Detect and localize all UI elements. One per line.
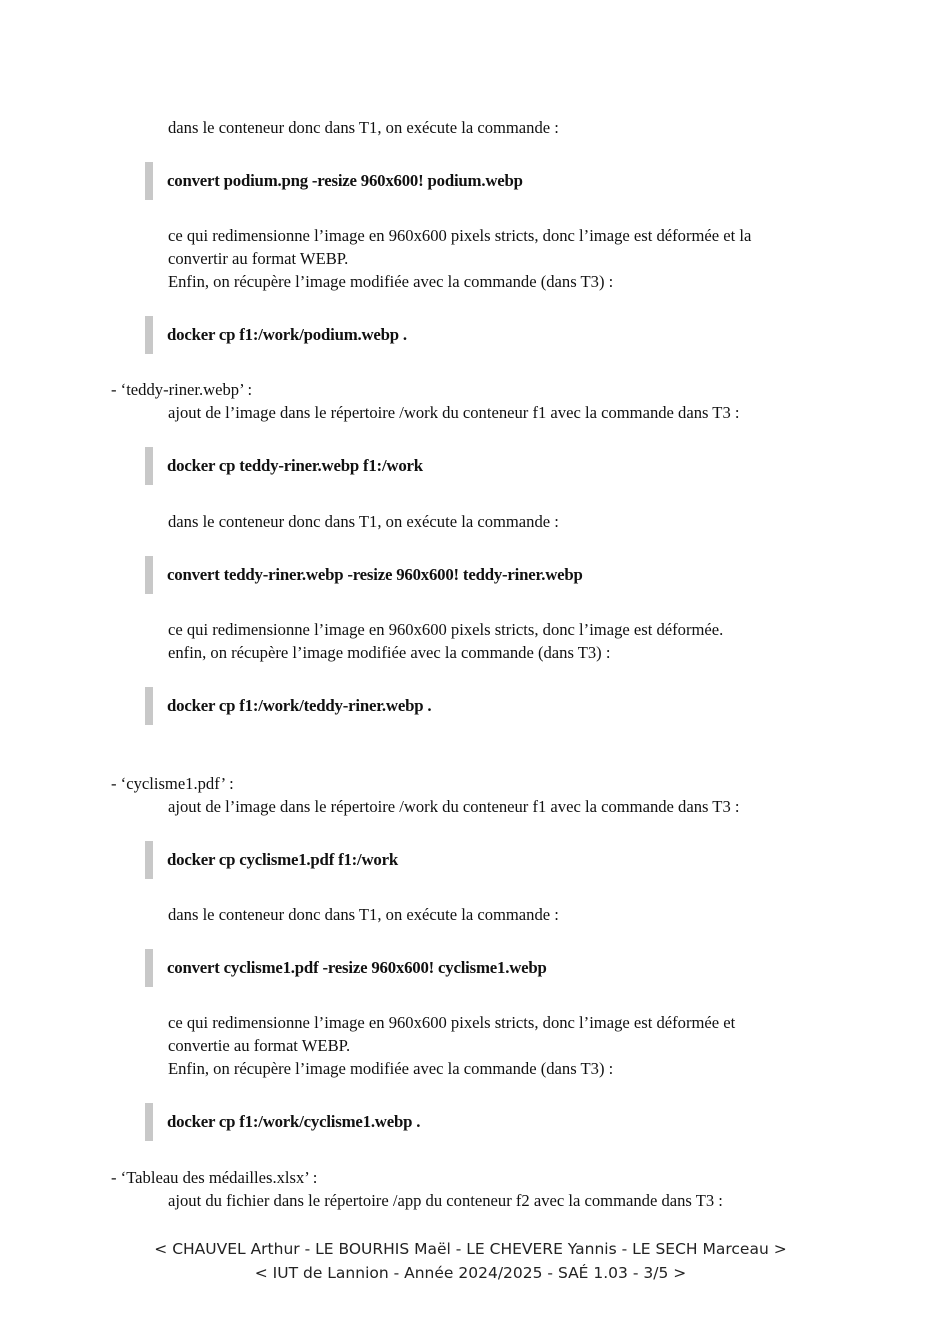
cyclisme-retrieve-text: Enfin, on récupère l’image modifiée avec la commande (dans T3) : [168, 1059, 614, 1078]
cyclisme-explain-line-2: convertie au format WEBP. [168, 1036, 351, 1055]
podium-explain-line-1: ce qui redimensionne l’image en 960x600 pixels stricts, donc l’image est déformée et la [168, 226, 752, 245]
podium-retrieve-command: docker cp f1:/work/podium.webp . [145, 316, 407, 354]
teddy-convert-command: convert teddy-riner.webp -resize 960x600! teddy-riner.webp [145, 556, 583, 594]
podium-intro-text: dans le conteneur donc dans T1, on exécute la commande : [168, 118, 559, 137]
cyclisme-retrieve-command: docker cp f1:/work/cyclisme1.webp . [145, 1103, 420, 1141]
tableau-add-text: ajout du fichier dans le répertoire /app du conteneur f2 avec la commande dans T3 : [168, 1191, 723, 1210]
podium-explain-line-2: convertir au format WEBP. [168, 249, 349, 268]
teddy-intro-text: dans le conteneur donc dans T1, on exécute la commande : [168, 512, 559, 531]
cyclisme-copy-command: docker cp cyclisme1.pdf f1:/work [145, 841, 398, 879]
podium-retrieve-text: Enfin, on récupère l’image modifiée avec la commande (dans T3) : [168, 272, 614, 291]
teddy-add-text: ajout de l’image dans le répertoire /work du conteneur f1 avec la commande dans T3 : [168, 403, 740, 422]
footer-authors: < CHAUVEL Arthur - LE BOURHIS Maël - LE CHEVERE Yannis - LE SECH Marceau > [154, 1240, 787, 1258]
teddy-explain-line-1: ce qui redimensionne l’image en 960x600 pixels stricts, donc l’image est déformée. [168, 620, 724, 639]
cyclisme-explain-line-1: ce qui redimensionne l’image en 960x600 pixels stricts, donc l’image est déformée et [168, 1013, 736, 1032]
footer-info: < IUT de Lannion - Année 2024/2025 - SAÉ 1.03 - 3/5 > [254, 1264, 687, 1282]
cyclisme-heading: - ‘cyclisme1.pdf’ : [111, 774, 234, 793]
cyclisme-intro-text: dans le conteneur donc dans T1, on exécute la commande : [168, 905, 559, 924]
cyclisme-convert-command: convert cyclisme1.pdf -resize 960x600! cyclisme1.webp [145, 949, 547, 987]
teddy-retrieve-text: enfin, on récupère l’image modifiée avec la commande (dans T3) : [168, 643, 611, 662]
teddy-retrieve-command: docker cp f1:/work/teddy-riner.webp . [145, 687, 431, 725]
teddy-copy-command: docker cp teddy-riner.webp f1:/work [145, 447, 423, 485]
podium-convert-command: convert podium.png -resize 960x600! podium.webp [145, 162, 523, 200]
tableau-heading: - ‘Tableau des médailles.xlsx’ : [111, 1168, 318, 1187]
cyclisme-add-text: ajout de l’image dans le répertoire /work du conteneur f1 avec la commande dans T3 : [168, 797, 740, 816]
teddy-heading: - ‘teddy-riner.webp’ : [111, 380, 253, 399]
